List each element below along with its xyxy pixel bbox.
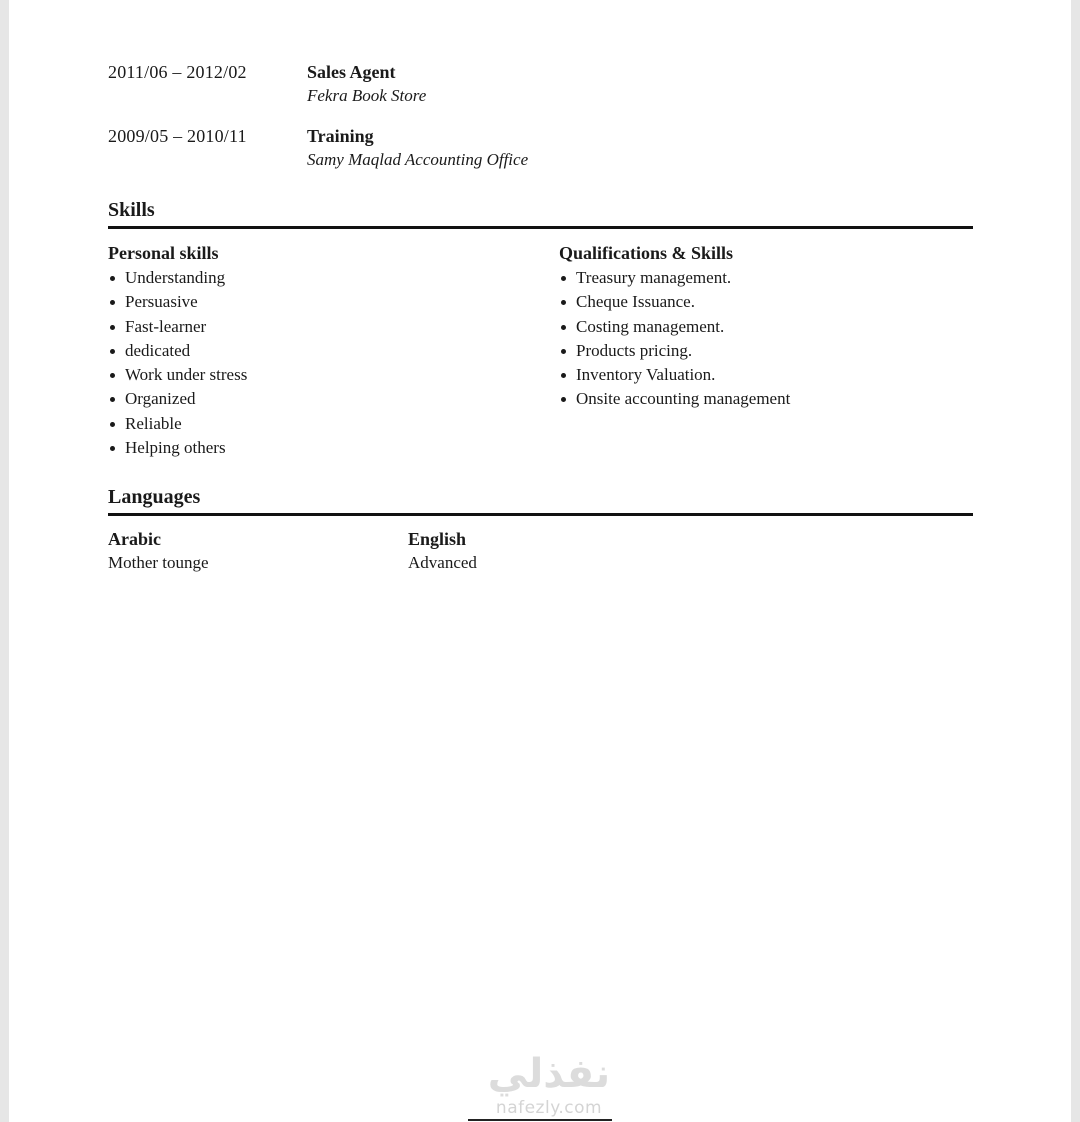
language-name: English: [408, 529, 467, 549]
list-item: Persuasive: [108, 290, 247, 314]
watermark: [475, 1050, 623, 1118]
skills-heading: Skills: [108, 199, 973, 229]
languages-heading: Languages: [108, 486, 973, 516]
list-item: Products pricing.: [559, 339, 790, 363]
list-item: Organized: [108, 387, 247, 411]
experience-organization: Samy Maqlad Accounting Office: [307, 150, 529, 169]
watermark-logo: نفذلي: [487, 1051, 611, 1097]
experience-title: Training: [307, 126, 374, 146]
bullet-icon: [110, 422, 115, 427]
experience-title: Sales Agent: [307, 62, 396, 82]
list-item: Onsite accounting management: [559, 387, 790, 411]
bullet-icon: [561, 373, 566, 378]
language-level: Advanced: [408, 553, 477, 572]
bullet-icon: [110, 325, 115, 330]
bullet-icon: [110, 397, 115, 402]
qualifications-heading: Qualifications & Skills: [559, 243, 734, 263]
bottom-divider: [468, 1119, 612, 1121]
language-entry: [108, 527, 209, 575]
list-item: Work under stress: [108, 363, 247, 387]
language-name: Arabic: [108, 529, 161, 549]
bullet-icon: [110, 373, 115, 378]
language-entry: [408, 527, 477, 575]
list-item: Inventory Valuation.: [559, 363, 790, 387]
list-item: Understanding: [108, 266, 247, 290]
bullet-icon: [110, 276, 115, 281]
watermark-site: nafezly.com: [495, 1098, 603, 1118]
list-item: dedicated: [108, 339, 247, 363]
experience-date: 2011/06 – 2012/02: [108, 62, 247, 82]
bullet-icon: [561, 276, 566, 281]
language-level: Mother tounge: [108, 553, 209, 572]
personal-skills-list: [108, 266, 247, 460]
bullet-icon: [561, 325, 566, 330]
personal-skills-heading: Personal skills: [108, 243, 219, 263]
bullet-icon: [561, 349, 566, 354]
bullet-icon: [561, 300, 566, 305]
list-item: Fast-learner: [108, 315, 247, 339]
qualifications-list: [559, 266, 790, 412]
bullet-icon: [561, 397, 566, 402]
list-item: Treasury management.: [559, 266, 790, 290]
list-item: Helping others: [108, 436, 247, 460]
document-page: [9, 0, 1071, 1122]
list-item: Costing management.: [559, 315, 790, 339]
experience-organization: Fekra Book Store: [307, 86, 427, 105]
bullet-icon: [110, 349, 115, 354]
list-item: Cheque Issuance.: [559, 290, 790, 314]
bullet-icon: [110, 300, 115, 305]
bullet-icon: [110, 446, 115, 451]
list-item: Reliable: [108, 412, 247, 436]
experience-date: 2009/05 – 2010/11: [108, 126, 247, 146]
